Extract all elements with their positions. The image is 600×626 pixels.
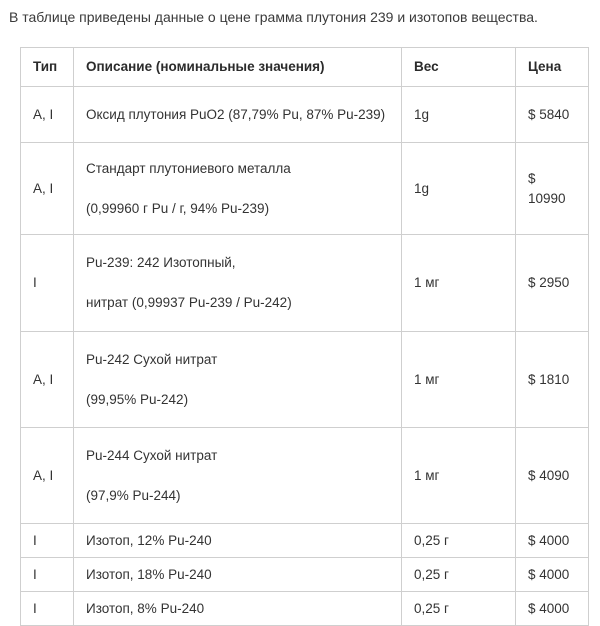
cell-price: $ 5840 (516, 87, 589, 143)
cell-description (74, 428, 402, 524)
description-line: Изотоп, 8% Pu-240 (86, 600, 205, 616)
cell-price: $ 4000 (516, 558, 589, 592)
table-row (21, 332, 589, 428)
cell-price: $ 4000 (516, 524, 589, 558)
cell-description (74, 558, 402, 592)
table-row (21, 87, 589, 143)
cell-weight: 1g (402, 87, 516, 143)
header-type: Тип (21, 48, 74, 87)
cell-type: I (21, 558, 74, 592)
cell-price: $ 4090 (516, 428, 589, 524)
intro-text: В таблице приведены данные о цене грамма плутония 239 и изотопов вещества. (9, 9, 538, 25)
cell-description (74, 592, 402, 626)
cell-weight: 0,25 г (402, 558, 516, 592)
cell-description (74, 87, 402, 143)
description-line: Оксид плутония PuO2 (87,79% Pu, 87% Pu-239) (86, 106, 386, 122)
cell-type: A, I (21, 87, 74, 143)
description-line: Стандарт плутониевого металла (86, 160, 291, 176)
description-line: Изотоп, 12% Pu-240 (86, 532, 212, 548)
cell-type: A, I (21, 143, 74, 235)
cell-type: A, I (21, 428, 74, 524)
table-row (21, 235, 589, 332)
table-row (21, 143, 589, 235)
cell-type: I (21, 235, 74, 332)
cell-description (74, 235, 402, 332)
description-line: Pu-239: 242 Изотопный, (86, 255, 236, 270)
description-line: (0,99960 г Pu / г, 94% Pu-239) (86, 200, 270, 216)
description-line: Pu-244 Сухой нитрат (86, 447, 218, 463)
table-row (21, 592, 589, 626)
cell-price: $ 1810 (516, 332, 589, 428)
table-row (21, 558, 589, 592)
header-price: Цена (516, 48, 589, 87)
cell-type: I (21, 524, 74, 558)
cell-weight: 1g (402, 143, 516, 235)
table-header-row (21, 48, 589, 87)
cell-type: A, I (21, 332, 74, 428)
table-row (21, 524, 589, 558)
header-weight: Вес (402, 48, 516, 87)
cell-price: $ 2950 (516, 235, 589, 332)
plutonium-price-table (20, 47, 589, 626)
cell-description (74, 332, 402, 428)
cell-description (74, 143, 402, 235)
header-description: Описание (номинальные значения) (74, 48, 402, 87)
cell-weight: 0,25 г (402, 524, 516, 558)
cell-price: $ 4000 (516, 592, 589, 626)
description-line: нитрат (0,99937 Pu-239 / Pu-242) (86, 295, 292, 310)
description-line: Pu-242 Сухой нитрат (86, 351, 218, 367)
description-line: Изотоп, 18% Pu-240 (86, 566, 212, 582)
cell-price: $ 10990 (516, 143, 589, 235)
cell-weight: 1 мг (402, 332, 516, 428)
cell-description (74, 524, 402, 558)
description-line: (99,95% Pu-242) (86, 391, 189, 407)
description-line: (97,9% Pu-244) (86, 487, 181, 503)
cell-weight: 1 мг (402, 428, 516, 524)
cell-type: I (21, 592, 74, 626)
cell-weight: 0,25 г (402, 592, 516, 626)
table-row (21, 428, 589, 524)
cell-weight: 1 мг (402, 235, 516, 332)
